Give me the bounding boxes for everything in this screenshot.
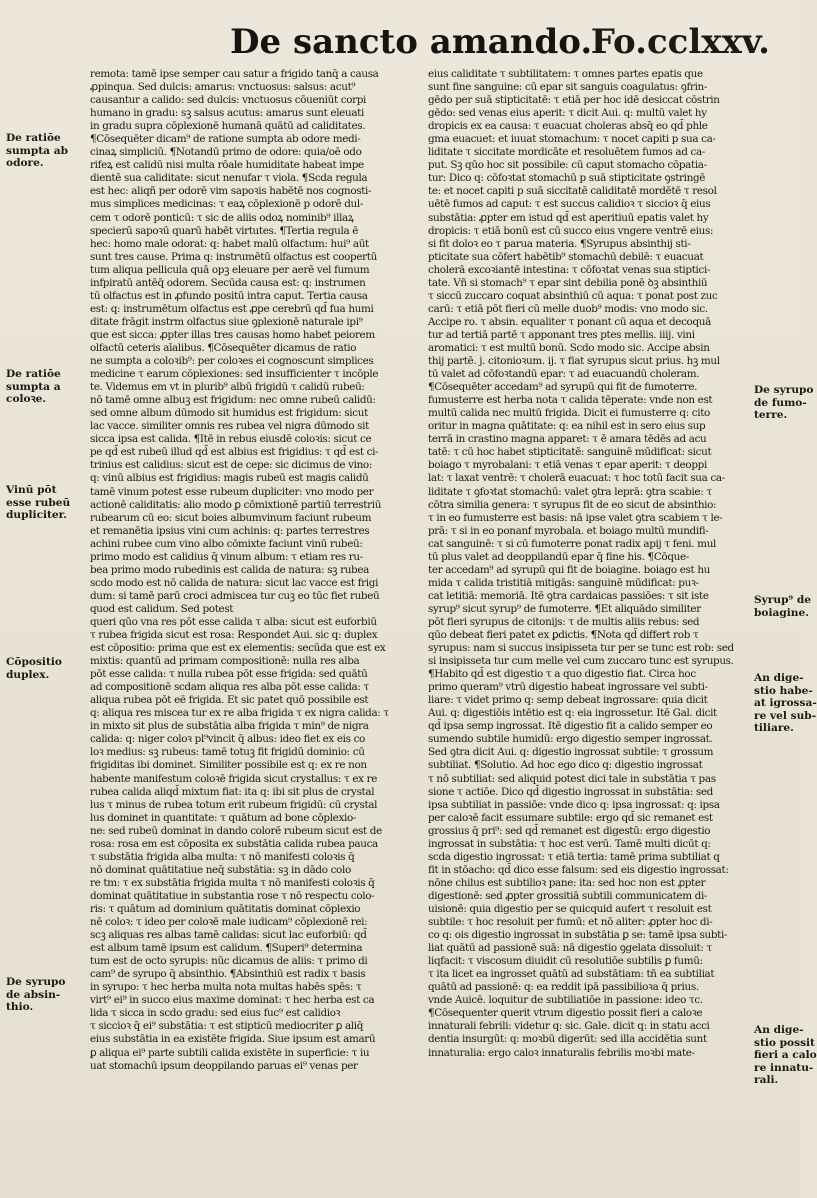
text-line: bea primo modo rubedinis est calida de natura: sꝫ rubea bbox=[90, 563, 369, 576]
text-line: mixtis: quantū ad primam compositionē: nulla res alba bbox=[90, 655, 360, 668]
margin-note-line: fieri a calo bbox=[754, 1049, 817, 1062]
text-line: in syrupo: τ hec herba multa nota multas habēs spēs: τ bbox=[90, 981, 362, 994]
margin-note-line: odore. bbox=[6, 157, 44, 170]
text-line: ¶Habito qd̄ est digestio τ a quo digestio fiat. Circa hoc bbox=[428, 668, 696, 681]
text-line: terrā in crastino magna apparet: τ ē amara tēdēs ad acu bbox=[428, 433, 707, 446]
text-line: lus τ minus de rubea totum erit rubeum frigidū: cū crystal bbox=[90, 798, 378, 811]
text-line: rubea calida aliqd̄ mixtum fiat: ita q: ibi sit plus de crystal bbox=[90, 785, 375, 798]
text-line: scda digestio ingrossat: τ etiā tertia: tamē prima subtiliat q bbox=[428, 850, 720, 863]
margin-note-line: De syrupo bbox=[6, 976, 66, 988]
text-line: habente manifestum coloꝛē frigida sicut crystallus: τ ex re bbox=[90, 772, 378, 785]
text-line: τ siccioꝛ q̄ ei⁹ substātia: τ est stipticū mediocriter ꝑ aliq̄ bbox=[90, 1020, 364, 1033]
text-line: ipsa subtiliat in passiōe: vnde dico q: ipsa ingrossat: q: ipsa bbox=[428, 798, 720, 811]
right-text-column bbox=[428, 68, 752, 1088]
text-line: sunt fine sanguine: cū epar sit sanguis coagulatus: ꝯfrin- bbox=[428, 81, 708, 94]
text-line: carū: τ etiā pōt fieri cū melle duob⁹ modis: vno modo sic. bbox=[428, 302, 708, 315]
text-line: liare: τ videt primo q: semp debeat ingrossare: quia dicit bbox=[428, 694, 708, 707]
text-line: dropicis: τ etiā bonū est cū succo eius vngere ventrē eius: bbox=[428, 224, 714, 237]
text-line: multū calida nec multū frigida. Dicit ei fumusterre q: cito bbox=[428, 407, 710, 420]
text-line: infpiratū antēq̄ odorem. Secūda causa est: q: instrumen bbox=[90, 276, 366, 289]
text-line: liat quātū ad passionē suā: nā digestio ꝯgelata dissoluit: τ bbox=[428, 942, 712, 955]
text-line: τ ita licet ea ingrosset quātū ad substātiam: tñ ea subtiliat bbox=[428, 968, 715, 981]
text-line: et remanētia ipsius vini cum achinis: q: partes terrestres bbox=[90, 524, 370, 537]
text-line: dropicis ex ea causa: τ euacuat choleras absq̄ eo qd̄ phle bbox=[428, 120, 708, 133]
text-line: boiago τ myrobalani: τ etiā venas τ epar aperit: τ deoppi bbox=[428, 459, 707, 472]
text-line: est hec: aliqñ per odorē vim sapoꝛis habētē nos cognosti- bbox=[90, 185, 372, 198]
text-line: dentia insurgūt: q: moꝛbū digerūt: sed illa accidētia sunt bbox=[428, 1033, 707, 1046]
margin-note-line: tiliare. bbox=[754, 722, 794, 735]
text-line: syrup⁹ sicut syrup⁹ de fumoterre. ¶Et aliquādo similiter bbox=[428, 602, 701, 615]
text-line: sicca ipsa est calida. ¶Itē in rebus eiusdē coloꝛis: sicut ce bbox=[90, 433, 372, 446]
margin-note-line: sumpta a bbox=[6, 380, 61, 393]
text-line: tū valet ad cōfoꝛtandū epar: τ ad euacuandū choleram. bbox=[428, 368, 700, 381]
text-line: uat stomachū ipsum deoppilando paruas ei⁹ venas per bbox=[90, 1059, 358, 1072]
text-line: tum est de octo syrupis: nūc dicamus de aliis: τ primo di bbox=[90, 955, 368, 968]
left-text-column bbox=[90, 68, 422, 1072]
text-line: fumusterre est herba nota τ calida tēperate: vnde non est bbox=[428, 394, 713, 407]
text-line: medicine τ earum cōplexiones: sed insufficienter τ incōple bbox=[90, 368, 379, 381]
text-line: pōt fieri syrupus de citonijs: τ de multis aliis rebus: sed bbox=[428, 615, 700, 628]
text-line: liditate τ ꝯfoꝛtat stomachū: valet ꝯtra leprā: ꝯtra scabie: τ bbox=[428, 485, 712, 498]
text-line: si fit doloꝛ eo τ parua materia. ¶Syrupus absinthij sti- bbox=[428, 237, 691, 250]
text-line: pticitate sua cōfert habētib⁹ stomachū debilē: τ euacuat bbox=[428, 250, 704, 263]
margin-note-line: An dige- bbox=[754, 672, 804, 684]
text-line: te. Videmus em vt in plurib⁹ albū frigidū τ calidū rubeū: bbox=[90, 381, 365, 394]
margin-note-left-2 bbox=[6, 368, 88, 406]
text-line: ¶Cōsequēter dicam⁹ de ratione sumpta ab odore medi- bbox=[90, 133, 361, 146]
running-title: De sancto amando. bbox=[230, 22, 593, 62]
text-line: subtile: τ hoc resoluit per fumū: et nō aliter: ꝓpter hoc di- bbox=[428, 916, 713, 929]
text-line: tū plus valet ad deoppilandū epar q̄ fine his. ¶Cōque- bbox=[428, 550, 689, 563]
text-line: ingrossat in substātia: τ hoc est verū. Tamē multi dicūt q: bbox=[428, 837, 711, 850]
text-line: grossius q̄ pri⁹: sed qd̄ remanet est digestū: ergo digestio bbox=[428, 824, 711, 837]
text-line: causantur a calido: sed dulcis: vnctuosus cōueniūt corpi bbox=[90, 94, 366, 107]
text-line: Sed ꝯtra dicit Aui. q: digestio ingrossat subtile: τ grossum bbox=[428, 746, 714, 759]
text-line: sione τ actiōe. Dico qd̄ digestio ingrossat in substātia: sed bbox=[428, 785, 713, 798]
margin-note-left-3 bbox=[6, 484, 88, 522]
text-line: eius caliditate τ subtilitatem: τ omnes partes epatis que bbox=[428, 68, 703, 80]
text-line: tate. Vñ si stomach⁹ τ epar sint debilia ponē ꝺꝫ absinthiū bbox=[428, 276, 708, 289]
text-line: cōtra similia genera: τ syrupus fit de eo sicut de absinthio: bbox=[428, 498, 717, 511]
text-line: lida τ sicca in scdo gradu: sed eius fuc⁹ est calidioꝛ bbox=[90, 1007, 341, 1020]
text-line: rifeꝝ est calidū nisi multa rōale humiditate habeat impe bbox=[90, 159, 364, 172]
text-line: fit in stōacho: qd̄ dico esse falsum: sed eis digestio ingrossat: bbox=[428, 863, 729, 876]
margin-note-left-4 bbox=[6, 656, 88, 681]
text-line: per caloꝛē facit essumare subtile: ergo qd̄ sic remanet est bbox=[428, 811, 713, 824]
text-line: tum aliqua pellicula quā opꝫ eleuare per aerē vel fumum bbox=[90, 263, 370, 276]
text-line: queri qūo vna res pōt esse calida τ alba: sicut est euforbiū bbox=[90, 615, 377, 628]
text-line: gma euacuet: et iuuat stomachum: τ nocet capiti p sua ca- bbox=[428, 133, 716, 146]
text-line: cam⁹ de syrupo q̄ absinthio. ¶Absinthiū est radix τ basis bbox=[90, 968, 366, 981]
text-line: innaturalia: ergo caloꝛ innaturalis febrilis moꝛbi mate- bbox=[428, 1046, 695, 1059]
text-line: specierū sapoꝛū quarū habēt virtutes. ¶Tertia regula ē bbox=[90, 224, 359, 237]
text-line: ter accedam⁹ ad syrupū qui fit de boiagine. boiago est hu bbox=[428, 563, 710, 576]
text-line: est: q: instrumētum olfactus est ꝓpe cerebrū qd̄ fua humi bbox=[90, 302, 374, 315]
text-line: pōt esse calida: τ nulla rubea pōt esse frigida: sed quātū bbox=[90, 668, 368, 681]
margin-note-line: sumpta ab bbox=[6, 144, 69, 157]
margin-note-line: Cōpositio bbox=[6, 656, 62, 668]
text-line: ditate frāgit instrm olfactus siue ꝯplexionē naturale ipi⁹ bbox=[90, 315, 363, 328]
margin-note-line: boiagine. bbox=[754, 606, 809, 619]
text-line: dientē sua caliditate: sicut nenufar τ viola. ¶Scda regula bbox=[90, 172, 368, 185]
text-line: nē coloꝛ: τ ideo per coloꝛē male iudicam⁹ cōplexionē rei: bbox=[90, 916, 368, 929]
text-line: in gradu supra cōplexionē humanā quātū ad caliditates. bbox=[90, 120, 366, 133]
text-line: oritur in magna quātitate: q: ea nihil est in sero eius sup bbox=[428, 420, 706, 433]
text-line: ꝑ aliqua ei⁹ parte subtili calida existēte in superficie: τ iu bbox=[90, 1046, 370, 1059]
text-line: nō tamē omne albuꝫ est frigidum: nec omne rubeū calidū: bbox=[90, 394, 376, 407]
text-line: uētē fumos ad caput: τ est succus calidioꝛ τ siccioꝛ q̄ eius bbox=[428, 198, 711, 211]
text-line: lac vacce. similiter omnis res rubea vel nigra dūmodo sit bbox=[90, 420, 369, 433]
text-line: liditate τ siccitate mordicāte et resoluētem fumos ad ca- bbox=[428, 146, 705, 159]
text-line: si insipisseta tur cum melle vel cum zuccaro tunc est syrupus. bbox=[428, 655, 734, 668]
text-line: eius substātia in ea existēte frigida. Siue ipsum est amarū bbox=[90, 1033, 376, 1046]
text-line: τ substātia frigida alba multa: τ nō manifesti coloꝛis q̄ bbox=[90, 850, 355, 863]
text-line: est album tamē ipsum est calidum. ¶Superi⁹ determina bbox=[90, 942, 363, 955]
text-line: primo queram⁹ vtrū digestio habeat ingrossare vel subti- bbox=[428, 681, 708, 694]
text-line: subtiliat. ¶Solutio. Ad hoc ego dico q: digestio ingrossat bbox=[428, 759, 703, 772]
text-line: que est sicca: ꝓpter illas tres causas homo habet peiorem bbox=[90, 328, 375, 341]
text-line: ¶Cōsequenter querit vtrum digestio possit fieri a caloꝛe bbox=[428, 1007, 703, 1020]
margin-note-line: De ratiōe bbox=[6, 368, 61, 380]
text-line: tū olfactus est in ꝓfundo positū intra caput. Tertia causa bbox=[90, 289, 368, 302]
text-line: nōne chilus est subtilioꝛ pane: ita: sed hoc non est ꝓpter bbox=[428, 876, 706, 889]
text-line: achini rubee cum vino albo cōmixte faciunt vinū rubeū: bbox=[90, 537, 363, 550]
text-line: uisionē: quia digestio per se quicquid aufert τ resoluit est bbox=[428, 903, 712, 915]
text-line: liqfacit: τ viscosum diuidit cū resolutiōe subtilis ꝑ fumū: bbox=[428, 955, 703, 968]
text-line: τ rubea frigida sicut est rosa: Respondet Aui. sic q: duplex bbox=[90, 629, 378, 642]
margin-note-line: rali. bbox=[754, 1074, 779, 1087]
margin-note-line: An dige- bbox=[754, 1024, 804, 1036]
margin-note-right-4 bbox=[754, 1024, 817, 1087]
text-line: humano in gradu: sꝫ salsus acutus: amarus sunt eleuati bbox=[90, 107, 364, 120]
text-line: vnde Auicē. loquitur de subtiliatiōe in passione: ideo τc. bbox=[428, 994, 703, 1007]
text-line: loꝛ medius: sꝫ rubeus: tamē totuꝫ fit frigidū dominio: cū bbox=[90, 746, 365, 759]
text-line: cem τ odorē ponticū: τ sic de aliis odoꝝ nominib⁹ illaꝝ bbox=[90, 211, 354, 224]
text-line: pe qd̄ est rubeū illud qd̄ est albius est frigidius: τ qd̄ est ci- bbox=[90, 446, 379, 459]
margin-note-line: Vinū pōt bbox=[6, 484, 57, 496]
text-line: est cōpositio: prima que est ex elementis: secūda que est ex bbox=[90, 642, 386, 655]
running-header bbox=[70, 18, 770, 64]
text-line: thij partē. j. citonioꝛum. ij. τ fiat syrupus sicut prius. hꝫ mul bbox=[428, 355, 720, 368]
text-line: sunt tres cause. Prima q: instrumētū olfactus est coopertū bbox=[90, 250, 377, 263]
text-line: hec: homo male odorat: q: habet malū olfactum: hui⁹ aūt bbox=[90, 237, 369, 250]
text-line: re tm: τ ex substātia frigida multa τ nō manifesti coloꝛis q̄ bbox=[90, 876, 375, 889]
text-line: digestionē: sed ꝓpter grossitiā subtili communicatem di- bbox=[428, 889, 708, 902]
text-line: trinius est calidius: sicut est de cepe: sic dicimus de vino: bbox=[90, 459, 372, 472]
margin-note-line: terre. bbox=[754, 409, 788, 422]
margin-note-right-1 bbox=[754, 384, 814, 422]
margin-note-line: de absin- bbox=[6, 988, 61, 1001]
text-line: co q: ois digestio ingrossat in substātia ꝑ se: tamē ipsa subti- bbox=[428, 929, 728, 942]
text-line: ꝓpinqua. Sed dulcis: amarus: vnctuosus: salsus: acut⁹ bbox=[90, 81, 356, 94]
margin-note-line: stio possit bbox=[754, 1036, 815, 1049]
text-line: substātia: ꝓpter em istud qd̄ est aperitiuū epatis valet hy bbox=[428, 211, 709, 224]
text-line: cat letitiā: memoriā. Itē ꝯtra cardaicas passiōes: τ sit iste bbox=[428, 589, 709, 602]
text-line: olfactū ceteris aīalibus. ¶Cōsequēter dicamus de ratio bbox=[90, 341, 357, 354]
text-line: gēdo: sed venas eius aperit: τ dicit Aui. q: multū valet hy bbox=[428, 107, 707, 120]
text-line: syrupus: nam si succus insipisseta tur per se tunc est rob: sed bbox=[428, 642, 734, 655]
text-line: cat sanguinē: τ si cū fumoterre ponat radix apij τ feni. mul bbox=[428, 537, 717, 550]
text-line: scꝫ aliquas res albas tamē calidas: sicut lac euforbiū: qd̄ bbox=[90, 929, 367, 942]
text-line: mida τ calida tristitiā mitigās: sanguinē mūdificat: puꝛ- bbox=[428, 576, 699, 589]
text-line: ad compositionē scdam aliqua res alba pōt esse calida: τ bbox=[90, 681, 369, 694]
text-line: cholerā excoꝛiantē intestina: τ cōfoꝛtat venas sua stiptici- bbox=[428, 263, 711, 276]
text-line: aromatici: τ est multū bonū. Scdo modo sic. Accipe absin bbox=[428, 341, 710, 354]
text-line: q: vinū albius est frigidius: magis rubeū est magis calidū bbox=[90, 472, 369, 485]
text-line: te: et nocet capiti p suā siccitatē caliditatē mordētē τ resol bbox=[428, 185, 717, 198]
text-line: τ siccū zuccaro coquat absinthiū cū aqua: τ ponat post zuc bbox=[428, 289, 718, 302]
text-line: tamē vinum potest esse rubeum dupliciter: vno modo per bbox=[90, 485, 374, 498]
margin-note-left-5 bbox=[6, 976, 88, 1014]
margin-note-left-1 bbox=[6, 132, 88, 170]
text-line: aliqua rubea pōt eē frigida. Et sic patet quō possibile est bbox=[90, 694, 369, 707]
text-line: rubearum cū eo: sicut boies albumvinum faciunt rubeum bbox=[90, 511, 372, 524]
text-line: Aui. q: digestiōis intētio est q: eia ingrossetur. Itē Gal. dicit bbox=[428, 707, 717, 720]
text-line: τ nō subtiliat: sed aliquid potest dici tale in substātia τ pas bbox=[428, 772, 716, 785]
text-line: sed omne album dūmodo sit humidus est frigidum: sicut bbox=[90, 407, 368, 420]
text-line: dominat quātitatiue in substantia rose τ nō respectu colo- bbox=[90, 889, 375, 902]
text-line: tatē: τ cū hoc habet stipticitatē: sanguinē mūdificat: sicut bbox=[428, 446, 712, 459]
text-line: tur ad tertiā partē τ apponant tres ptes mellis. iiij. vini bbox=[428, 328, 695, 341]
text-line: Accipe ro. τ absin. equaliter τ ponant cū aqua et decoquā bbox=[428, 315, 711, 328]
text-line: qd̄ ipsa semp ingrossat. Itē digestio fit a calido semper eo bbox=[428, 720, 713, 733]
margin-note-line: De syrupo bbox=[754, 384, 814, 396]
text-line: nō dominat quātitatiue neq̄ substātia: sꝫ in dādo colo bbox=[90, 863, 351, 876]
margin-note-line: de fumo- bbox=[754, 396, 807, 409]
text-line: cinaꝝ simpliciū. ¶Notandū primo de odore: quia/oē odo bbox=[90, 146, 362, 159]
text-line: put. Sꝫ qūo hoc sit possibile: cū caput stomacho cōpatia- bbox=[428, 159, 707, 172]
margin-note-line: esse rubeū bbox=[6, 496, 71, 509]
margin-note-line: duplex. bbox=[6, 668, 50, 681]
text-line: scdo modo est nō calida de natura: sicut lac vacce est frigi bbox=[90, 576, 379, 589]
margin-note-line: dupliciter. bbox=[6, 509, 67, 522]
folio-number: Fo.cclxxv. bbox=[590, 22, 770, 62]
text-line: tur: Dico q: cōfoꝛtat stomachū p suā stipticitate ꝯstringē bbox=[428, 172, 706, 185]
text-line: primo modo est calidius q̄ vinum album: τ etiam res ru- bbox=[90, 550, 363, 563]
margin-note-right-2 bbox=[754, 594, 811, 619]
text-line: in mixto sit plus de substātia alba frigida τ min⁹ de nigra bbox=[90, 720, 369, 733]
text-line: qūo debeat fieri patet ex ꝑdictis. ¶Nota qd̄ differt rob τ bbox=[428, 629, 699, 642]
text-line: actionē caliditatis: alio modo ꝑ cōmixtionē partiū terrestriū bbox=[90, 498, 382, 511]
text-line: frigiditas ibi dominet. Similiter possibile est q: ex re non bbox=[90, 759, 367, 772]
text-line: q: aliqua res miscea tur ex re alba frigida τ ex nigra calida: τ bbox=[90, 707, 389, 720]
text-line: mus simplices medicinas: τ eaꝝ cōplexionē p odorē dul- bbox=[90, 198, 364, 211]
text-line: lat: τ laxat ventrē: τ cholerā euacuat: τ hoc totū facit sua ca- bbox=[428, 472, 725, 485]
margin-note-right-3 bbox=[754, 672, 817, 735]
text-line: sumendo subtile humidū: ergo digestio semper ingrossat. bbox=[428, 733, 713, 746]
text-line: ¶Cōsequēter accedam⁹ ad syrupū qui fit de fumoterre. bbox=[428, 381, 698, 394]
margin-note-line: stio habe- bbox=[754, 684, 813, 697]
text-line: ne: sed rubeū dominat in dando colorē rubeum sicut est de bbox=[90, 824, 382, 837]
margin-note-line: at igrossa- bbox=[754, 697, 817, 710]
text-line: virt⁹ ei⁹ in succo eius maxime dominat: τ hec herba est ca bbox=[90, 994, 375, 1007]
text-line: quātū ad passionē: q: ea reddit ipā passibilioꝛa q̄ prius. bbox=[428, 981, 699, 994]
text-line: lus dominet in quantitate: τ quātum ad bone cōplexio- bbox=[90, 811, 357, 824]
text-line: ris: τ quātum ad dominium quātitatis dominat cōplexio bbox=[90, 903, 361, 915]
text-line: prā: τ si in eo ponanf myrobala. et boiago multū mundifi- bbox=[428, 524, 709, 537]
margin-note-line: thio. bbox=[6, 1001, 34, 1014]
margin-note-line: re innatu- bbox=[754, 1061, 814, 1074]
margin-note-line: coloꝛe. bbox=[6, 393, 47, 406]
text-line: quod est calidum. Sed potest bbox=[90, 602, 234, 615]
margin-note-line: Syrup⁹ de bbox=[754, 594, 811, 606]
text-line: remota: tamē ipse semper cau satur a frigido tanq̄ a causa bbox=[90, 68, 379, 80]
text-line: calida: q: niger coloꝛ pl⁹vincit q̄ albus: ideo fiet ex eis co bbox=[90, 733, 365, 746]
text-line: innaturali febrili: videtur q: sic. Gale. dicit q: in statu acci bbox=[428, 1020, 710, 1033]
text-line: ne sumpta a coloꝛib⁹: per coloꝛes ei cognoscunt simplices bbox=[90, 355, 374, 368]
text-line: τ in eo fumusterre est basis: nā ipse valet ꝯtra scabiem τ le- bbox=[428, 511, 723, 524]
text-line: rosa: rosa em est cōposita ex substātia calida rubea pauca bbox=[90, 837, 378, 850]
text-line: dum: si tamē parū croci admiscea tur cuꝫ eo tūc fiet rubeū bbox=[90, 589, 380, 602]
margin-note-line: De ratiōe bbox=[6, 132, 61, 144]
text-line: gēdo per suā stipticitatē: τ etiā per hoc idē desiccat cōstrin bbox=[428, 94, 720, 107]
margin-note-line: re vel sub- bbox=[754, 709, 817, 722]
